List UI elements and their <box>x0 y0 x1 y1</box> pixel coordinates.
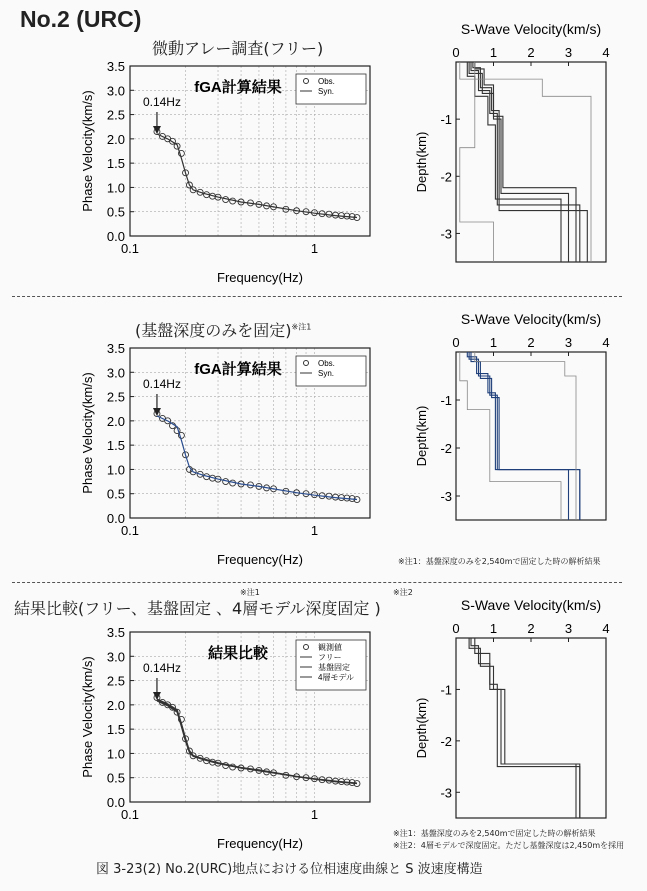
x-tick-label: 1 <box>489 621 498 636</box>
x-axis-label: Frequency(Hz) <box>217 270 303 285</box>
vs-title: S-Wave Velocity(km/s) <box>460 597 602 613</box>
vs-profile-line <box>469 62 568 262</box>
phase-velocity-chart-3 <box>78 624 388 854</box>
vs-profile-line <box>469 638 580 818</box>
arrow-label: 0.14Hz <box>142 377 181 391</box>
y-tick-label: -3 <box>440 489 452 504</box>
vs-profile-chart-1 <box>412 20 627 270</box>
y-tick-label: 2.0 <box>106 131 125 147</box>
x-tick-label: 1 <box>310 523 319 538</box>
y-tick-label: 0.5 <box>106 770 125 786</box>
y-tick-label: 3.5 <box>106 341 125 356</box>
y-tick-label: -2 <box>440 169 452 185</box>
section-3-note2-mark: ※注2 <box>393 588 413 597</box>
y-tick-label: 3.0 <box>106 83 125 99</box>
vs-profile-line <box>471 638 580 818</box>
x-tick-label: 3 <box>564 335 573 350</box>
x-tick-label: 0 <box>452 335 460 350</box>
y-tick-label: 0.5 <box>106 204 125 220</box>
y-tick-label: 0.0 <box>106 511 125 526</box>
chart-heading: fGA計算結果 <box>194 79 282 96</box>
vs-profile-line <box>467 62 561 262</box>
x-tick-label: 2 <box>527 621 535 636</box>
y-tick-label: 1.5 <box>106 438 125 454</box>
y-tick-label: -1 <box>440 393 452 408</box>
legend-label: Obs. <box>318 359 335 368</box>
y-tick-label: 3.5 <box>106 59 125 74</box>
legend-label: 観測値 <box>318 643 342 652</box>
y-tick-label: -1 <box>440 682 452 698</box>
x-tick-label: 4 <box>602 335 610 350</box>
vs-profile-line <box>471 62 580 262</box>
vs-profile-chart-2 <box>412 310 627 528</box>
plot-frame <box>456 638 606 818</box>
arrow-label: 0.14Hz <box>142 661 181 675</box>
x-tick-label: 2 <box>527 335 535 350</box>
y-tick-label: -2 <box>440 441 452 456</box>
syn-curve <box>157 134 357 218</box>
vs-profile-line <box>469 352 580 520</box>
section-2-title: (基盤深度のみを固定)$^{※注1}$ <box>135 321 312 340</box>
x-tick-label: 0 <box>452 621 460 636</box>
y-tick-label: 2.5 <box>106 389 125 405</box>
legend-label: Syn. <box>318 369 335 378</box>
legend-label: 基盤固定 <box>318 663 350 672</box>
x-tick-label: 2 <box>527 45 535 60</box>
vs-profile-line <box>460 352 561 520</box>
y-axis-label: Depth(km) <box>414 131 429 193</box>
vs-title: S-Wave Velocity(km/s) <box>460 311 602 327</box>
phase-velocity-chart-1 <box>78 58 388 298</box>
footnote-1: ※注1：基盤深度のみを2,540mで固定した時の解析結果 <box>398 557 601 566</box>
section-divider <box>12 582 622 583</box>
footnote-3b: ※注2：4層モデルで深度固定。ただし基盤深度は2,450mを採用 <box>393 841 625 850</box>
y-tick-label: 0.0 <box>106 795 125 810</box>
syn-curve <box>157 416 357 500</box>
y-tick-label: 1.0 <box>106 746 125 762</box>
vs-profile-line <box>460 62 591 262</box>
plot-frame <box>456 62 606 262</box>
x-axis-label: Frequency(Hz) <box>217 552 303 567</box>
figure-caption: 図 3-23(2) No.2(URC)地点における位相速度曲線と S 波速度構造 <box>96 862 483 877</box>
y-tick-label: -2 <box>440 733 452 749</box>
chart-heading: 結果比較 <box>207 645 269 662</box>
page-title: No.2 (URC) <box>20 6 142 32</box>
y-tick-label: 3.5 <box>106 625 125 640</box>
section-3-title: 結果比較(フリー、基盤固定 、4層モデル深度固定 ) <box>14 599 381 618</box>
y-tick-label: -1 <box>440 112 452 128</box>
y-axis-label: Depth(km) <box>414 697 429 759</box>
footnote-3a: ※注1：基盤深度のみを2,540mで固定した時の解析結果 <box>393 829 596 838</box>
y-axis-label: Phase Velocity(km/s) <box>80 372 95 494</box>
y-tick-label: 1.0 <box>106 462 125 478</box>
chart-heading: fGA計算結果 <box>194 361 282 378</box>
y-axis-label: Depth(km) <box>414 405 429 467</box>
section-3-note1-mark: ※注1 <box>240 588 260 597</box>
x-tick-label: 0.1 <box>120 807 140 822</box>
y-tick-label: 3.0 <box>106 365 125 381</box>
x-tick-label: 1 <box>310 807 319 822</box>
vs-profile-line <box>460 62 494 262</box>
arrow-label: 0.14Hz <box>142 95 181 109</box>
x-tick-label: 3 <box>564 45 573 60</box>
phase-velocity-chart-2 <box>78 340 388 580</box>
y-tick-label: 1.0 <box>106 180 125 196</box>
legend-label: 4層モデル <box>318 673 355 682</box>
x-tick-label: 1 <box>489 335 498 350</box>
y-tick-label: -3 <box>440 785 452 801</box>
section-1-title: 微動アレー調査(フリー) <box>152 39 324 58</box>
y-axis-label: Phase Velocity(km/s) <box>80 90 95 212</box>
y-tick-label: 2.5 <box>106 107 125 123</box>
vs-profile-line <box>467 352 568 520</box>
vs-profile-chart-3 <box>412 596 627 826</box>
x-tick-label: 0 <box>452 45 460 60</box>
y-axis-label: Phase Velocity(km/s) <box>80 656 95 778</box>
vs-profile-line <box>471 352 580 520</box>
x-tick-label: 4 <box>602 621 610 636</box>
y-tick-label: 0.5 <box>106 486 125 502</box>
x-tick-label: 0.1 <box>120 523 140 538</box>
x-tick-label: 0.1 <box>120 241 140 256</box>
legend-label: Obs. <box>318 77 335 86</box>
y-tick-label: 2.5 <box>106 673 125 689</box>
y-tick-label: 1.5 <box>106 722 125 738</box>
x-tick-label: 1 <box>489 45 498 60</box>
y-tick-label: 2.0 <box>106 697 125 713</box>
legend-label: フリー <box>318 653 342 662</box>
vs-profile-line <box>475 638 576 818</box>
vs-title: S-Wave Velocity(km/s) <box>460 21 602 37</box>
legend-label: Syn. <box>318 87 335 96</box>
plot-frame <box>456 352 606 520</box>
x-tick-label: 3 <box>564 621 573 636</box>
x-axis-label: Frequency(Hz) <box>217 836 303 851</box>
y-tick-label: 1.5 <box>106 156 125 172</box>
y-tick-label: -3 <box>440 226 452 242</box>
y-tick-label: 0.0 <box>106 229 125 244</box>
x-tick-label: 4 <box>602 45 610 60</box>
y-tick-label: 2.0 <box>106 413 125 429</box>
y-tick-label: 3.0 <box>106 649 125 665</box>
x-tick-label: 1 <box>310 241 319 256</box>
